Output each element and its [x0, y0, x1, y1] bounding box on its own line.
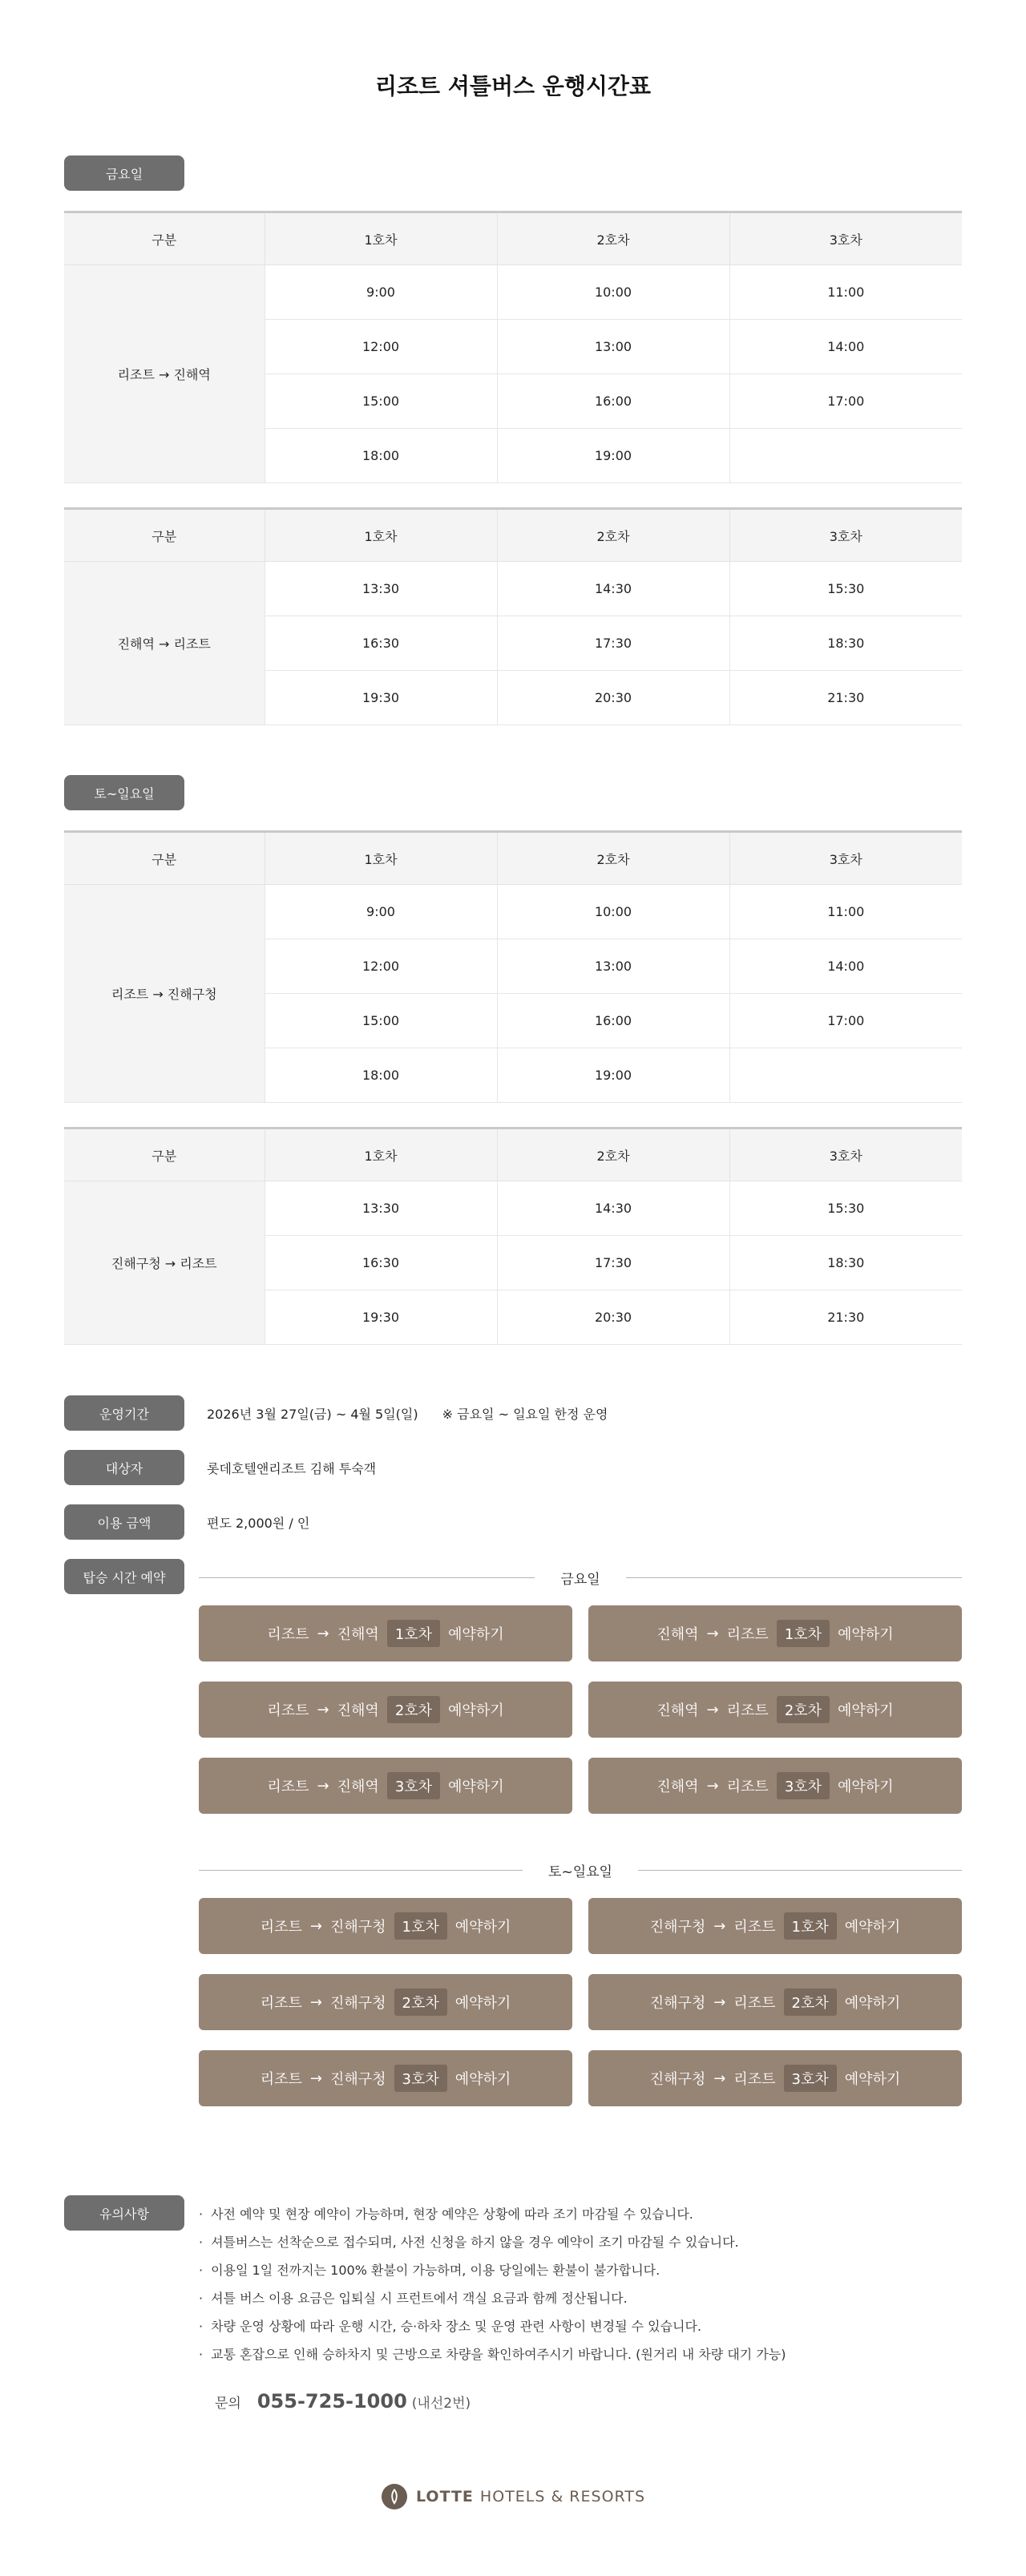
- time-cell: 17:30: [497, 616, 729, 671]
- time-cell: 15:30: [729, 562, 962, 616]
- reserve-action: 예약하기: [454, 1995, 511, 2012]
- time-cell: 16:30: [265, 1236, 497, 1290]
- time-cell: 10:00: [497, 885, 729, 939]
- weekend-inbound-table: [64, 1127, 962, 1345]
- arrow-icon: →: [317, 1701, 329, 1718]
- column-header: 2호차: [497, 212, 729, 265]
- column-header: 구분: [64, 212, 265, 265]
- time-cell: 17:00: [729, 994, 962, 1048]
- reserve-bus-tag: 2호차: [784, 1989, 837, 2016]
- column-header: 3호차: [729, 212, 962, 265]
- lotte-logo: [0, 2483, 1026, 2510]
- notes-list: [199, 2200, 786, 2368]
- arrow-icon: →: [713, 2069, 726, 2087]
- contact-extension: (내선2번): [411, 2396, 471, 2412]
- reserve-action: 예약하기: [448, 1779, 504, 1795]
- reserve-weekend-title: 토~일요일: [548, 1863, 612, 1880]
- operation-period-value: 2026년 3월 27일(금) ~ 4월 5일(일): [207, 1406, 418, 1422]
- table-header-row: [64, 1129, 962, 1181]
- reserve-bus-tag: 2호차: [777, 1696, 830, 1723]
- note-item: [199, 2340, 786, 2368]
- reserve-to: 진해역: [337, 1626, 379, 1643]
- time-cell: 12:00: [265, 320, 497, 374]
- bullet-icon: ·: [199, 2235, 204, 2250]
- time-cell: 14:00: [729, 939, 962, 994]
- bullet-icon: ·: [199, 2347, 204, 2362]
- time-cell: 16:00: [497, 374, 729, 429]
- reserve-button-fri-3[interactable]: [588, 1682, 962, 1738]
- reserve-bus-tag: 1호차: [784, 1912, 837, 1940]
- reserve-action: 예약하기: [838, 1779, 894, 1795]
- reserve-to: 리조트: [733, 2071, 776, 2088]
- route-cell: 리조트 → 진해구청: [64, 885, 265, 1103]
- target-label: 대상자: [64, 1450, 184, 1485]
- column-header: 2호차: [497, 832, 729, 885]
- reserve-from: 리조트: [267, 1702, 309, 1719]
- reserve-button-wkd-3[interactable]: [588, 1974, 962, 2030]
- reserve-to: 진해구청: [329, 1995, 386, 2012]
- bullet-icon: ·: [199, 2319, 204, 2334]
- table-row: [64, 885, 962, 939]
- route-cell: 진해역 → 리조트: [64, 562, 265, 725]
- reserve-bus-tag: 3호차: [387, 1772, 440, 1799]
- reserve-bus-tag: 3호차: [784, 2065, 837, 2092]
- time-cell: [729, 1048, 962, 1103]
- reserve-to: 진해역: [337, 1702, 379, 1719]
- time-cell: 18:30: [729, 1236, 962, 1290]
- time-cell: 13:00: [497, 320, 729, 374]
- reserve-from: 진해역: [656, 1779, 699, 1795]
- reserve-button-wkd-4[interactable]: [199, 2050, 572, 2106]
- reserve-to: 진해역: [337, 1779, 379, 1795]
- column-header: 3호차: [729, 1129, 962, 1181]
- reserve-to: 리조트: [733, 1919, 776, 1936]
- table-row: [64, 562, 962, 616]
- reserve-friday-divider: [199, 1565, 962, 1589]
- arrow-icon: →: [713, 1993, 726, 2011]
- time-cell: 9:00: [265, 885, 497, 939]
- reserve-from: 리조트: [260, 1995, 302, 2012]
- time-cell: 15:30: [729, 1181, 962, 1236]
- time-cell: 18:00: [265, 429, 497, 483]
- column-header: 2호차: [497, 509, 729, 562]
- arrow-icon: →: [706, 1625, 719, 1642]
- operation-period-label: 운영기간: [64, 1395, 184, 1431]
- reserve-to: 리조트: [726, 1702, 769, 1719]
- target-row: [64, 1450, 376, 1485]
- price-row: [64, 1504, 309, 1540]
- note-text: 셔틀버스는 선착순으로 접수되며, 사전 신청을 하지 않을 경우 예약이 조기 마감될 수 있습니다.: [211, 2235, 739, 2250]
- table-row: [64, 265, 962, 320]
- reserve-button-fri-0[interactable]: [199, 1605, 572, 1661]
- operation-period-note: ※ 금요일 ~ 일요일 한정 운영: [442, 1406, 608, 1422]
- column-header: 1호차: [265, 1129, 497, 1181]
- reserve-button-wkd-0[interactable]: [199, 1898, 572, 1954]
- time-cell: 14:30: [497, 562, 729, 616]
- time-cell: 10:00: [497, 265, 729, 320]
- column-header: 3호차: [729, 832, 962, 885]
- reserve-button-wkd-1[interactable]: [588, 1898, 962, 1954]
- reserve-from: 리조트: [260, 1919, 302, 1936]
- reserve-weekend-divider: [199, 1858, 962, 1882]
- time-cell: 14:30: [497, 1181, 729, 1236]
- time-cell: 20:30: [497, 671, 729, 725]
- reserve-button-fri-4[interactable]: [199, 1758, 572, 1814]
- page-title: 리조트 셔틀버스 운행시간표: [374, 73, 652, 99]
- time-cell: 19:00: [497, 1048, 729, 1103]
- time-cell: 9:00: [265, 265, 497, 320]
- time-cell: 13:30: [265, 1181, 497, 1236]
- reserve-from: 진해구청: [649, 1919, 706, 1936]
- reserve-action: 예약하기: [454, 1919, 511, 1936]
- logo-brand: LOTTE: [415, 2488, 474, 2505]
- time-cell: 15:00: [265, 994, 497, 1048]
- reserve-button-wkd-5[interactable]: [588, 2050, 962, 2106]
- notes-label: 유의사항: [64, 2195, 184, 2231]
- reserve-button-fri-5[interactable]: [588, 1758, 962, 1814]
- reserve-from: 진해역: [656, 1702, 699, 1719]
- logo-tagline: HOTELS & RESORTS: [479, 2488, 646, 2505]
- contact-phone[interactable]: 055-725-1000: [256, 2390, 407, 2412]
- reserve-from: 진해역: [656, 1626, 699, 1643]
- column-header: 1호차: [265, 832, 497, 885]
- time-cell: 13:00: [497, 939, 729, 994]
- time-cell: 20:30: [497, 1290, 729, 1345]
- price-value: 편도 2,000원 / 인: [207, 1515, 310, 1531]
- reserve-bus-tag: 2호차: [387, 1696, 440, 1723]
- route-cell: 리조트 → 진해역: [64, 265, 265, 483]
- reserve-action: 예약하기: [838, 1626, 894, 1643]
- arrow-icon: →: [317, 1625, 329, 1642]
- note-text: 셔틀 버스 이용 요금은 입퇴실 시 프런트에서 객실 요금과 함께 정산됩니다.: [211, 2291, 628, 2306]
- column-header: 3호차: [729, 509, 962, 562]
- weekend-section-badge: 토~일요일: [64, 775, 184, 810]
- note-text: 이용일 1일 전까지는 100% 환불이 가능하며, 이용 당일에는 환불이 불가합니다.: [211, 2263, 660, 2278]
- friday-section-badge: 금요일: [64, 155, 184, 191]
- contact: [215, 2390, 471, 2412]
- table-header-row: [64, 212, 962, 265]
- note-text: 차량 운영 상황에 따라 운행 시간, 승·하차 장소 및 운영 관련 사항이 변경될 수 있습니다.: [211, 2319, 702, 2334]
- reserve-to: 리조트: [726, 1626, 769, 1643]
- column-header: 1호차: [265, 212, 497, 265]
- time-cell: 21:30: [729, 671, 962, 725]
- bullet-icon: ·: [199, 2207, 204, 2222]
- arrow-icon: →: [706, 1777, 719, 1795]
- time-cell: 16:00: [497, 994, 729, 1048]
- time-cell: 11:00: [729, 885, 962, 939]
- reserve-bus-tag: 1호차: [387, 1620, 440, 1647]
- arrow-icon: →: [309, 2069, 322, 2087]
- target-value: 롯데호텔앤리조트 김해 투숙객: [207, 1460, 377, 1476]
- reserve-from: 리조트: [267, 1779, 309, 1795]
- note-text: 교통 혼잡으로 인해 승하차지 및 근방으로 차량을 확인하여주시기 바랍니다. (원거리 내 차량 대기 가능): [211, 2347, 786, 2362]
- time-cell: 19:30: [265, 1290, 497, 1345]
- time-cell: 15:00: [265, 374, 497, 429]
- time-cell: 16:30: [265, 616, 497, 671]
- reserve-bus-tag: 3호차: [394, 2065, 447, 2092]
- reserve-button-fri-2[interactable]: [199, 1682, 572, 1738]
- note-item: [199, 2200, 786, 2228]
- reserve-bus-tag: 1호차: [777, 1620, 830, 1647]
- table-header-row: [64, 509, 962, 562]
- reserve-friday-title: 금요일: [560, 1571, 600, 1588]
- time-cell: 18:30: [729, 616, 962, 671]
- note-text: 사전 예약 및 현장 예약이 가능하며, 현장 예약은 상황에 따라 조기 마감될 수 있습니다.: [211, 2207, 693, 2222]
- reserve-label: 탑승 시간 예약: [64, 1559, 184, 1594]
- reserve-action: 예약하기: [844, 1995, 901, 2012]
- column-header: 구분: [64, 1129, 265, 1181]
- column-header: 2호차: [497, 1129, 729, 1181]
- reserve-action: 예약하기: [448, 1702, 504, 1719]
- reserve-action: 예약하기: [454, 2071, 511, 2088]
- reserve-from: 진해구청: [649, 1995, 706, 2012]
- bullet-icon: ·: [199, 2291, 204, 2306]
- reserve-button-wkd-2[interactable]: [199, 1974, 572, 2030]
- table-header-row: [64, 832, 962, 885]
- reserve-from: 리조트: [267, 1626, 309, 1643]
- reserve-bus-tag: 3호차: [777, 1772, 830, 1799]
- time-cell: 17:30: [497, 1236, 729, 1290]
- arrow-icon: →: [309, 1917, 322, 1935]
- table-row: [64, 1181, 962, 1236]
- weekend-outbound-table: [64, 830, 962, 1103]
- note-item: [199, 2284, 786, 2312]
- reserve-to: 리조트: [733, 1995, 776, 2012]
- operation-period-row: [64, 1395, 608, 1431]
- time-cell: 17:00: [729, 374, 962, 429]
- reserve-action: 예약하기: [844, 2071, 901, 2088]
- bullet-icon: ·: [199, 2263, 204, 2278]
- time-cell: 19:30: [265, 671, 497, 725]
- column-header: 구분: [64, 832, 265, 885]
- friday-inbound-table: [64, 507, 962, 725]
- contact-label: 문의: [215, 2396, 241, 2412]
- time-cell: 19:00: [497, 429, 729, 483]
- reserve-from: 진해구청: [649, 2071, 706, 2088]
- time-cell: 11:00: [729, 265, 962, 320]
- route-cell: 진해구청 → 리조트: [64, 1181, 265, 1345]
- arrow-icon: →: [317, 1777, 329, 1795]
- note-item: [199, 2256, 786, 2284]
- arrow-icon: →: [713, 1917, 726, 1935]
- time-cell: 13:30: [265, 562, 497, 616]
- reserve-to: 리조트: [726, 1779, 769, 1795]
- note-item: [199, 2228, 786, 2256]
- time-cell: 14:00: [729, 320, 962, 374]
- time-cell: [729, 429, 962, 483]
- reserve-to: 진해구청: [329, 1919, 386, 1936]
- reserve-action: 예약하기: [448, 1626, 504, 1643]
- reserve-action: 예약하기: [838, 1702, 894, 1719]
- note-item: [199, 2312, 786, 2340]
- time-cell: 21:30: [729, 1290, 962, 1345]
- column-header: 1호차: [265, 509, 497, 562]
- time-cell: 12:00: [265, 939, 497, 994]
- reserve-bus-tag: 2호차: [394, 1989, 447, 2016]
- reserve-action: 예약하기: [844, 1919, 901, 1936]
- reserve-button-fri-1[interactable]: [588, 1605, 962, 1661]
- column-header: 구분: [64, 509, 265, 562]
- reserve-bus-tag: 1호차: [394, 1912, 447, 1940]
- reserve-from: 리조트: [260, 2071, 302, 2088]
- friday-outbound-table: [64, 211, 962, 483]
- reserve-to: 진해구청: [329, 2071, 386, 2088]
- arrow-icon: →: [706, 1701, 719, 1718]
- arrow-icon: →: [309, 1993, 322, 2011]
- price-label: 이용 금액: [64, 1504, 184, 1540]
- time-cell: 18:00: [265, 1048, 497, 1103]
- lotte-logo-icon: [381, 2483, 408, 2510]
